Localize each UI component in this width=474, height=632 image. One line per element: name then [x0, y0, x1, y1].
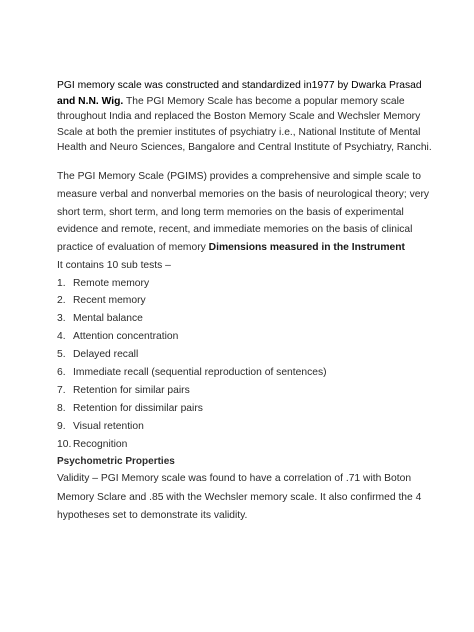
list-label: Recognition [73, 438, 128, 450]
list-number: 1. [57, 277, 66, 289]
list-number: 5. [57, 349, 66, 361]
list-label: Retention for dissimilar pairs [73, 402, 203, 414]
intro-paragraph [57, 78, 436, 156]
list-number: 8. [57, 402, 66, 414]
list-label: Visual retention [73, 420, 144, 432]
description-text: The PGI Memory Scale (PGIMS) provides a comprehensive and simple scale to measure verbal and nonverbal memories on the basis of neurological theory; very short term, short term, and long term memories on the basis of experimental evidence and remote, recent, and immediate memories on the basis of clinical practice of evaluation of memory [57, 170, 430, 254]
dimensions-heading: Dimensions measured in the Instrument [208, 242, 405, 254]
list-label: Remote memory [73, 277, 150, 289]
psychometric-heading: Psychometric Properties [57, 456, 175, 468]
list-item [57, 364, 436, 382]
subtests-intro: It contains 10 sub tests – [57, 259, 171, 271]
intro-lead-plain: PGI memory scale was constructed and standardized in1977 by Dwarka Prasad [57, 80, 422, 91]
list-item [57, 275, 436, 293]
list-label: Retention for similar pairs [73, 384, 190, 396]
description-paragraph [57, 168, 436, 257]
subtests-list [57, 275, 436, 454]
list-number: 4. [57, 331, 66, 343]
list-item [57, 292, 436, 310]
list-label: Attention concentration [73, 331, 179, 343]
list-number: 6. [57, 367, 66, 378]
list-item [57, 328, 436, 346]
list-label: Mental balance [73, 313, 143, 325]
list-label: Immediate recall (sequential reproduction of sentences) [73, 367, 327, 378]
list-item [57, 346, 436, 364]
list-item [57, 382, 436, 400]
list-label: Recent memory [73, 295, 146, 307]
list-item [57, 400, 436, 418]
list-number: 2. [57, 295, 66, 307]
intro-rest: The PGI Memory Scale has become a popular memory scale throughout India and replaced the Boston Memory Scale and Wechsler Memory Scale at both the premier institutes of psychiatry i.e., National Institute of Mental Health and Neuro Sciences, Bangalore and Central Institute of Psychiatry, Ranchi. [57, 95, 432, 154]
validity-paragraph: Validity – PGI Memory scale was found to have a correlation of .71 with Boton Memory Sclare and .85 with the Wechsler memory scale. It also confirmed the 4 hypotheses set to demonstrate its validity. [57, 473, 422, 522]
list-number: 9. [57, 420, 66, 432]
list-item [57, 418, 436, 436]
list-item [57, 436, 436, 454]
list-number: 7. [57, 384, 66, 396]
list-number: 3. [57, 313, 66, 325]
intro-lead-bold: and N.N. Wig. [57, 95, 124, 107]
list-label: Delayed recall [73, 349, 139, 361]
list-number: 10. [57, 438, 72, 450]
list-item [57, 310, 436, 328]
